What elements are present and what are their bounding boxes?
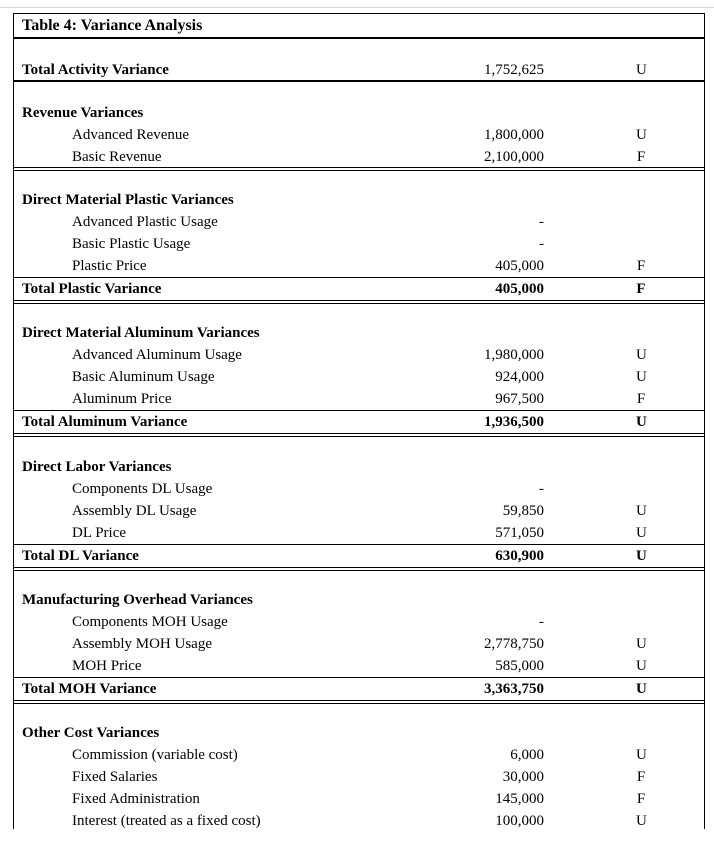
revenue-row	[14, 146, 704, 168]
other-row-flag: U	[636, 813, 647, 829]
aluminum-total-label: Total Aluminum Variance	[22, 414, 188, 430]
overhead-heading-row	[14, 589, 704, 611]
plastic-total-row	[14, 278, 704, 300]
aluminum-row-flag: U	[636, 347, 647, 363]
overhead-row-flag: U	[636, 636, 647, 652]
aluminum-total-row	[14, 411, 704, 433]
revenue-section-divider	[14, 167, 704, 171]
overhead-row-value: 2,778,750	[484, 636, 544, 652]
overhead-row-label: Components MOH Usage	[72, 614, 228, 630]
overhead-total-flag: U	[636, 681, 647, 697]
labor-section-divider	[14, 567, 704, 571]
plastic-total-flag: F	[636, 281, 646, 297]
aluminum-row-flag: U	[636, 369, 647, 385]
overhead-heading: Manufacturing Overhead Variances	[22, 592, 253, 608]
overhead-row	[14, 633, 704, 655]
plastic-total-label: Total Plastic Variance	[22, 281, 162, 297]
aluminum-row-label: Advanced Aluminum Usage	[72, 347, 242, 363]
plastic-heading: Direct Material Plastic Variances	[22, 192, 234, 208]
labor-row-value: -	[539, 481, 544, 497]
aluminum-total-flag: U	[636, 414, 647, 430]
plastic-row-label: Basic Plastic Usage	[72, 236, 191, 252]
revenue-row-flag: F	[636, 149, 646, 165]
labor-total-label: Total DL Variance	[22, 548, 139, 564]
aluminum-total-value: 1,936,500	[484, 414, 544, 430]
plastic-row-value: -	[539, 236, 544, 252]
table-top-border	[14, 13, 704, 14]
aluminum-row	[14, 388, 704, 410]
revenue-row-value: 1,800,000	[484, 127, 544, 143]
overhead-row	[14, 611, 704, 633]
labor-total-flag: U	[636, 548, 647, 564]
labor-row-value: 59,850	[502, 503, 544, 519]
aluminum-heading-row	[14, 322, 704, 344]
overhead-row-flag: U	[636, 658, 647, 674]
other-row-label: Fixed Administration	[72, 791, 200, 807]
total-activity-row	[14, 59, 704, 81]
other-row	[14, 810, 704, 832]
variance-analysis-table	[13, 13, 705, 829]
labor-row	[14, 522, 704, 544]
other-heading: Other Cost Variances	[22, 725, 160, 741]
other-row-value: 100,000	[495, 813, 544, 829]
revenue-heading-row	[14, 102, 704, 124]
aluminum-row-value: 924,000	[495, 369, 544, 385]
aluminum-row	[14, 366, 704, 388]
total-activity-flag: U	[636, 62, 647, 78]
overhead-row-value: -	[539, 614, 544, 630]
plastic-section-divider	[14, 300, 704, 304]
plastic-total-value: 405,000	[495, 281, 544, 297]
other-row-label: Interest (treated as a fixed cost)	[72, 813, 261, 829]
labor-total-value: 630,900	[495, 548, 544, 564]
table-title-row	[14, 15, 704, 37]
labor-row-flag: U	[636, 503, 647, 519]
overhead-total-label: Total MOH Variance	[22, 681, 157, 697]
labor-row-label: Assembly DL Usage	[72, 503, 197, 519]
plastic-heading-row	[14, 189, 704, 211]
overhead-row	[14, 655, 704, 677]
other-row-flag: F	[636, 791, 646, 807]
aluminum-section-divider	[14, 433, 704, 437]
labor-row	[14, 500, 704, 522]
plastic-row-value: -	[539, 214, 544, 230]
revenue-row-flag: U	[636, 127, 647, 143]
page-top-rule	[0, 7, 714, 8]
labor-row-label: DL Price	[72, 525, 127, 541]
table-title: Table 4: Variance Analysis	[22, 17, 203, 34]
plastic-row-label: Advanced Plastic Usage	[72, 214, 218, 230]
labor-row-value: 571,050	[495, 525, 544, 541]
total-activity-label: Total Activity Variance	[22, 62, 169, 78]
title-divider	[14, 37, 704, 39]
aluminum-row-label: Aluminum Price	[72, 391, 172, 407]
other-row-label: Fixed Salaries	[72, 769, 158, 785]
other-row-value: 30,000	[502, 769, 544, 785]
revenue-heading: Revenue Variances	[22, 105, 144, 121]
plastic-row	[14, 233, 704, 255]
aluminum-row-value: 1,980,000	[484, 347, 544, 363]
overhead-total-value: 3,363,750	[484, 681, 544, 697]
revenue-row-label: Advanced Revenue	[72, 127, 190, 143]
plastic-row-value: 405,000	[495, 258, 544, 274]
plastic-row	[14, 255, 704, 277]
overhead-row-value: 585,000	[495, 658, 544, 674]
overhead-row-label: MOH Price	[72, 658, 142, 674]
aluminum-row	[14, 344, 704, 366]
other-row-flag: F	[636, 769, 646, 785]
labor-row-flag: U	[636, 525, 647, 541]
total-activity-value: 1,752,625	[484, 62, 544, 78]
aluminum-row-value: 967,500	[495, 391, 544, 407]
labor-total-row	[14, 545, 704, 567]
overhead-total-row	[14, 678, 704, 700]
labor-heading-row	[14, 456, 704, 478]
other-row-label: Commission (variable cost)	[72, 747, 238, 763]
overhead-row-label: Assembly MOH Usage	[72, 636, 212, 652]
aluminum-row-flag: F	[636, 391, 646, 407]
revenue-row-label: Basic Revenue	[72, 149, 162, 165]
aluminum-heading: Direct Material Aluminum Variances	[22, 325, 260, 341]
other-row	[14, 744, 704, 766]
labor-row	[14, 478, 704, 500]
other-row-value: 145,000	[495, 791, 544, 807]
revenue-row-value: 2,100,000	[484, 149, 544, 165]
labor-row-label: Components DL Usage	[72, 481, 213, 497]
other-row	[14, 788, 704, 810]
total-activity-divider	[14, 80, 704, 82]
overhead-section-divider	[14, 700, 704, 704]
aluminum-row-label: Basic Aluminum Usage	[72, 369, 215, 385]
plastic-row-flag: F	[636, 258, 646, 274]
other-row-value: 6,000	[510, 747, 544, 763]
labor-heading: Direct Labor Variances	[22, 459, 172, 475]
plastic-row-label: Plastic Price	[72, 258, 147, 274]
other-heading-row	[14, 722, 704, 744]
plastic-row	[14, 211, 704, 233]
other-row	[14, 766, 704, 788]
revenue-row	[14, 124, 704, 146]
other-row-flag: U	[636, 747, 647, 763]
